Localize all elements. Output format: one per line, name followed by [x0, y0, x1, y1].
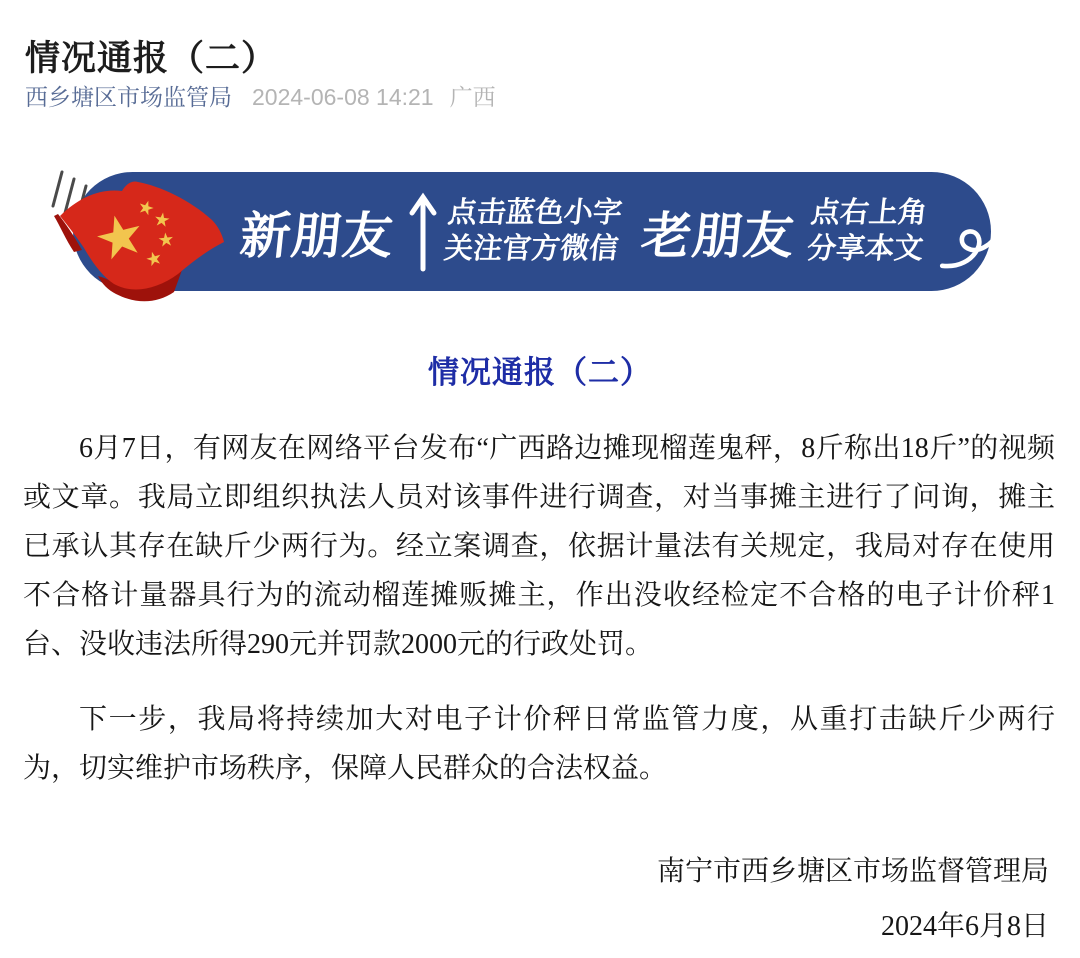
follow-tip	[442, 195, 624, 268]
share-tip-line2: 分享本文	[805, 233, 925, 266]
follow-tip-line2: 关注官方微信	[442, 233, 620, 266]
old-friends-label: 老朋友	[638, 207, 798, 264]
up-arrow-icon	[408, 189, 438, 275]
new-friends-label: 新朋友	[237, 207, 397, 264]
share-tip	[805, 195, 929, 268]
share-tip-line1: 点右上角	[809, 197, 929, 230]
body-paragraph-1: 6月7日，有网友在网络平台发布“广西路边摊现榴莲鬼秤，8斤称出18斤”的视频或文章。我局立即组织执法人员对该事件进行调查，对当事摊主进行了问询，摊主已承认其存在缺斤少两行为。经立案调查，依据计量法有关规定，我局对存在使用不合格计量器具行为的流动榴莲摊贩摊主，作出没收经检定不合格的电子计价秤1台、没收违法所得290元并罚款2000元的行政处罚。	[23, 433, 1055, 660]
follow-banner[interactable]	[0, 158, 1080, 326]
notice-heading: 情况通报（二）	[428, 355, 652, 390]
publish-region: 广西	[449, 84, 496, 110]
signature-org: 南宁市西乡塘区市场监督管理局	[656, 856, 1049, 887]
china-flag-icon	[40, 158, 290, 318]
signature-date: 2024年6月8日	[880, 911, 1049, 942]
page-title: 情况通报（二）	[25, 39, 278, 79]
signature-block	[23, 847, 1055, 951]
publish-datetime: 2024-06-08 14:21	[252, 84, 434, 110]
share-curl-arrow-icon	[935, 188, 1031, 276]
article-meta	[25, 79, 512, 112]
body-paragraph-2: 下一步，我局将持续加大对电子计价秤日常监管力度，从重打击缺斤少两行为，切实维护市场秩序，保障人民群众的合法权益。	[23, 704, 1055, 784]
account-name-link[interactable]: 西乡塘区市场监管局	[25, 84, 232, 110]
article-body	[23, 424, 1055, 951]
follow-tip-line1: 点击蓝色小字	[446, 197, 624, 230]
